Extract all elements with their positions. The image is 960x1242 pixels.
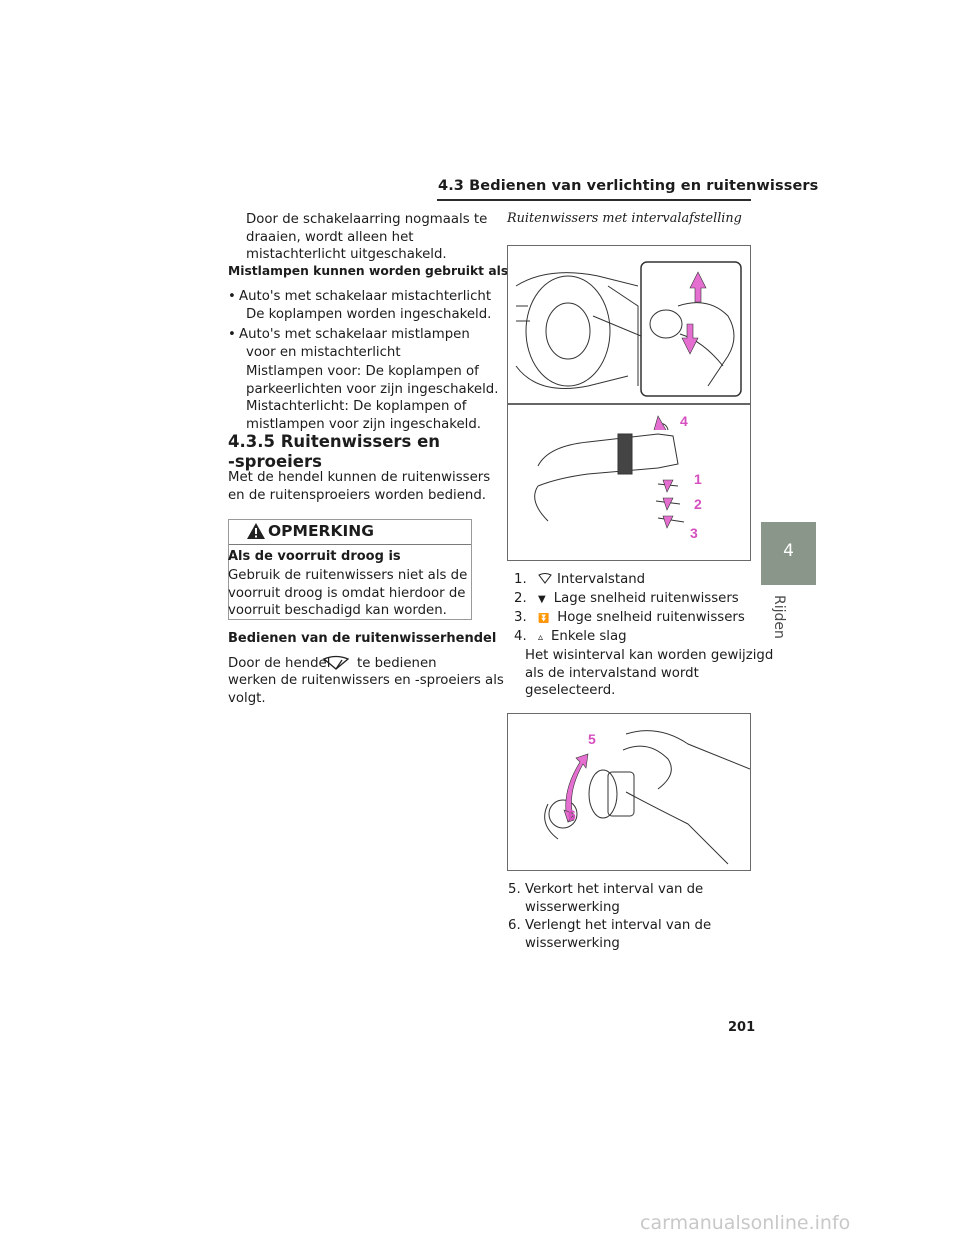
list-item-3: 3. ⏬ Hoge snelheid ruitenwissers — [514, 610, 745, 625]
list-item-2: 2. ▼ Lage snelheid ruitenwissers — [514, 591, 739, 606]
wiper-icon — [322, 655, 350, 671]
high-speed-icon: ⏬ — [538, 614, 550, 624]
single-wipe-icon: ▵ — [538, 632, 544, 643]
callout-2: 2 — [694, 496, 702, 512]
bullet-1-sub: De koplampen worden ingeschakeld. — [246, 307, 492, 322]
warning-subhead: Als de voorruit droog is — [228, 549, 401, 564]
lever-text-a: Door de hendel — [228, 656, 331, 671]
list-item-1: 1. Intervalstand — [514, 572, 646, 587]
bullet-1: • Auto's met schakelaar mistachterlicht — [228, 289, 492, 304]
lever-text-b: te bedienen — [357, 656, 437, 671]
step-6: 6. Verlengt het interval van de wisserwerking — [508, 918, 712, 951]
section-intro: Met de hendel kunnen de ruitenwissers en de ruitensproeiers worden bediend. — [228, 470, 491, 503]
page-number: 201 — [728, 1020, 756, 1035]
fog-heading: Mistlampen kunnen worden gebruikt als — [228, 264, 509, 278]
header-rule — [437, 199, 751, 201]
bullet-2: • Auto's met schakelaar mistlampen voor en mistachterlicht — [228, 327, 470, 360]
low-speed-icon: ▼ — [538, 594, 546, 605]
intro-text: Door de schakelaarring nogmaals te draaien, wordt alleen het mistachterlicht uitgeschakeld. — [246, 212, 488, 262]
warning-icon — [246, 522, 266, 540]
callout-3: 3 — [690, 525, 698, 541]
callout-1: 1 — [694, 471, 702, 487]
callout-5: 5 — [588, 731, 596, 747]
list-item-4: 4. ▵ Enkele slag — [514, 629, 627, 644]
lever-heading: Bedienen van de ruitenwisserhendel — [228, 631, 497, 646]
wiper-lever-figure — [507, 245, 751, 561]
step-5: 5. Verkort het interval van de wisserwerking — [508, 882, 704, 915]
interval-ring-figure — [507, 713, 751, 871]
section-title: 4.3.5 Ruitenwissers en -sproeiers — [228, 432, 441, 471]
chapter-label: Rijden — [771, 595, 787, 639]
item-4-note: Het wisinterval kan worden gewijzigd als de intervalstand wordt geselecteerd. — [525, 648, 774, 698]
warning-text: Gebruik de ruitenwissers niet als de voorruit droog is omdat hierdoor de voorruit beschadigd kan worden. — [228, 568, 468, 618]
watermark: carmanualsonline.info — [640, 1212, 851, 1234]
wiper-interval-icon — [538, 572, 552, 584]
callout-4: 4 — [680, 413, 688, 429]
callout-6: 6 — [568, 807, 576, 823]
wiper-lever-illustration — [508, 246, 750, 560]
interval-ring-illustration — [508, 714, 750, 870]
bullet-2-sub: Mistlampen voor: De koplampen of parkeerlichten voor zijn ingeschakeld. Mistachterlicht: De koplampen of mistlampen voor zijn ingeschakeld. — [246, 364, 499, 432]
figure-caption: Ruitenwissers met intervalafstelling — [507, 211, 742, 226]
warning-title: OPMERKING — [268, 522, 374, 540]
lever-text-rest: werken de ruitenwissers en -sproeiers als volgt. — [228, 673, 504, 706]
section-header: 4.3 Bedienen van verlichting en ruitenwissers — [438, 178, 819, 194]
chapter-number: 4 — [783, 541, 794, 561]
